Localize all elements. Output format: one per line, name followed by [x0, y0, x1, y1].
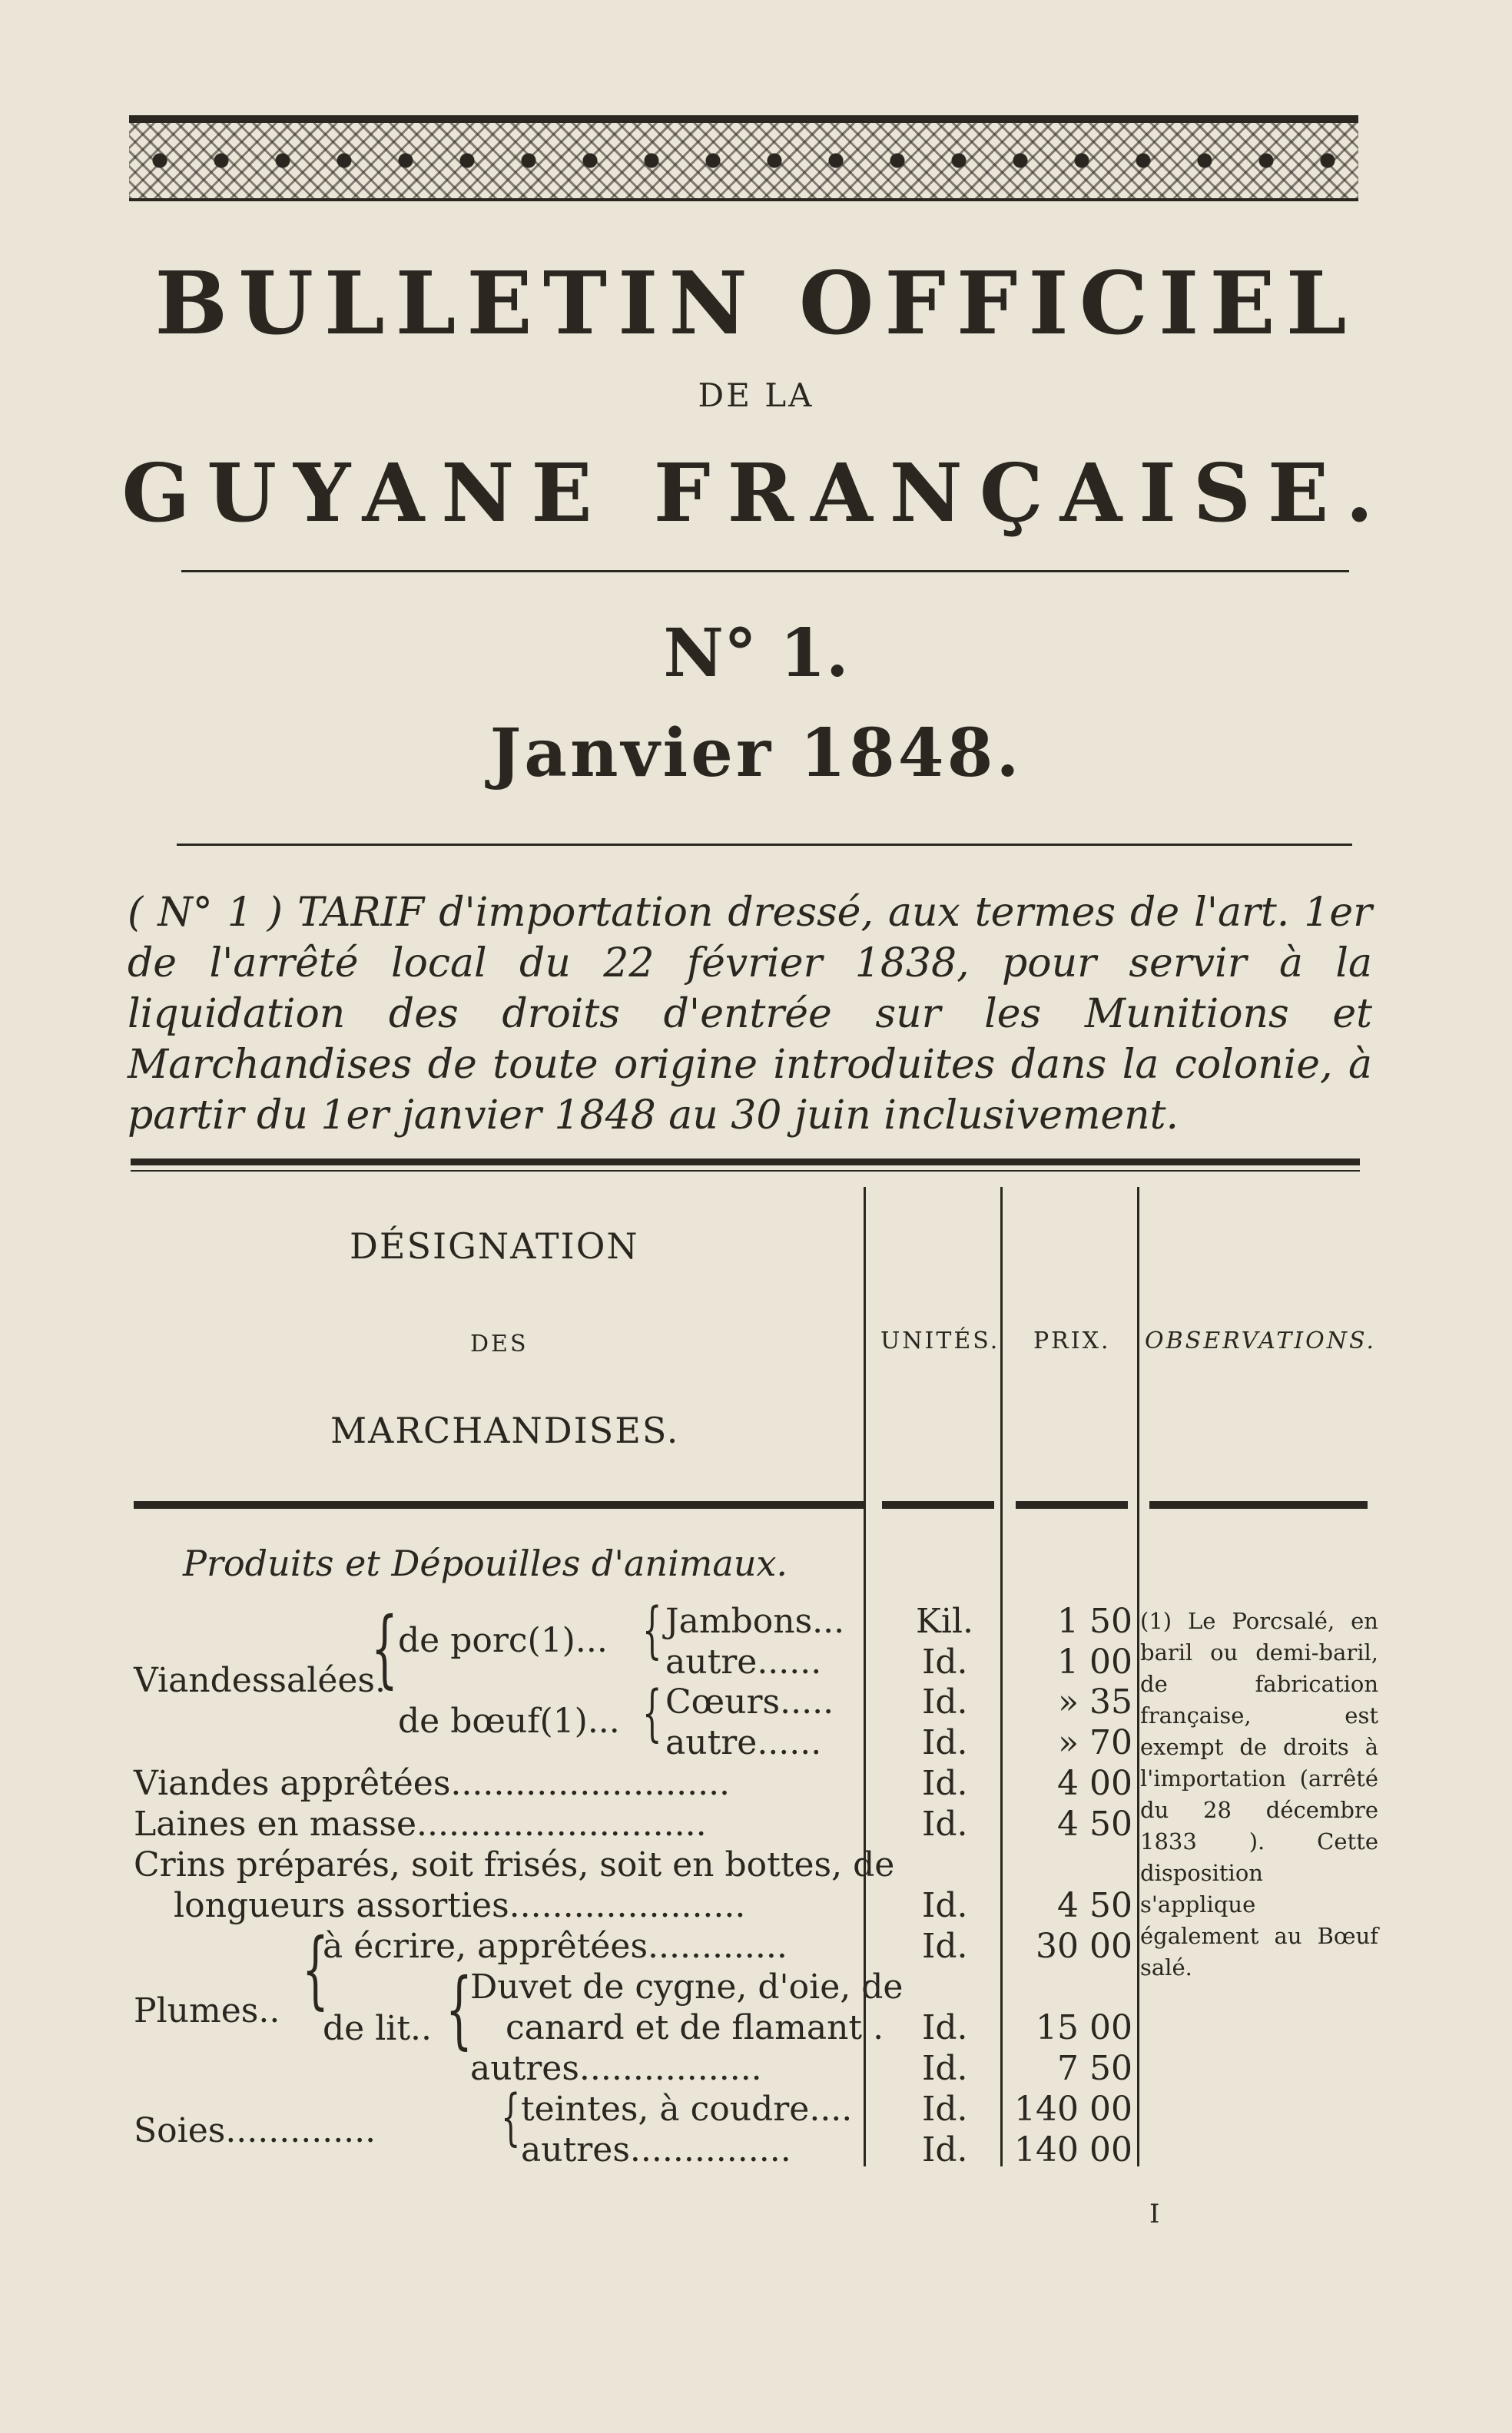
intro-paragraph: ( N° 1 ) TARIF d'importation dressé, aux termes de l'art. 1er de l'arrêté local du 22 février 1838, pour servir à la liquidation des droits d'entrée sur les Munitions et Marchandises de toute origine introduites dans la colonie, à partir du 1er janvier 1848 au 30 juin inclusivement. — [128, 890, 1372, 1139]
row-label: Duvet de cygne, d'oie, de — [470, 1967, 904, 2007]
header-designation: DÉSIGNATION — [350, 1225, 639, 1267]
title-bulletin: BULLETIN OFFICIEL — [154, 254, 1358, 354]
title-guyane: GUYANE FRANÇAISE. — [121, 446, 1391, 540]
unit-cell: Id. — [922, 2090, 968, 2129]
rule-thick — [131, 1158, 1360, 1165]
header-rule — [882, 1501, 994, 1509]
row-label: Crins préparés, soit frisés, soit en bottes, de — [134, 1845, 895, 1884]
unit-cell: Id. — [922, 1805, 968, 1844]
label-de-boeuf: de bœuf(1)... — [398, 1702, 620, 1741]
price-cell: » 70 — [1058, 1723, 1132, 1762]
header-rule — [1016, 1501, 1128, 1509]
brace: { — [371, 1599, 398, 1697]
column-line — [1000, 1187, 1003, 2166]
header-units: UNITÉS. — [880, 1328, 1000, 1354]
brace: { — [642, 1594, 662, 1666]
unit-cell: Id. — [922, 2130, 968, 2169]
unit-cell: Kil. — [916, 1602, 974, 1641]
rule-divider — [181, 570, 1349, 572]
unit-cell: Id. — [922, 1642, 968, 1682]
header-marchandises: MARCHANDISES. — [330, 1410, 680, 1451]
section-title: Produits et Dépouilles d'animaux. — [183, 1543, 788, 1584]
row-label: autres................. — [470, 2049, 762, 2088]
price-cell: 15 00 — [1036, 2008, 1132, 2047]
price-cell: 4 50 — [1057, 1886, 1132, 1925]
unit-cell: Id. — [922, 1682, 968, 1722]
unit-cell: Id. — [922, 1764, 968, 1803]
header-rule — [134, 1501, 864, 1509]
brace: { — [642, 1677, 662, 1749]
row-label: longueurs assorties...................... — [174, 1886, 746, 1925]
column-line — [1137, 1187, 1139, 2166]
rule-divider — [177, 844, 1352, 846]
label-de-porc: de porc(1)... — [398, 1621, 608, 1660]
row-label: Cœurs..... — [665, 1682, 834, 1722]
unit-cell: Id. — [922, 1886, 968, 1925]
rule-thin — [131, 1170, 1360, 1172]
observation-note: (1) Le Porcsalé, en baril ou demi-baril, de fabrication française, est exempt de droits à l'importation (arrêté du 28 décembre 1833 ). Cette disposition s'applique également au Bœuf salé. — [1140, 1608, 1378, 1981]
row-label: autre...... — [665, 1723, 822, 1762]
unit-cell: Id. — [922, 1927, 968, 1966]
row-label: autre...... — [665, 1642, 822, 1682]
row-label: canard et de flamant . — [506, 2008, 884, 2047]
price-cell: 7 50 — [1057, 2049, 1132, 2088]
brace: { — [501, 2081, 521, 2153]
brace: { — [446, 1960, 472, 2058]
header-des: DES — [470, 1331, 529, 1357]
ornamental-banner — [129, 115, 1358, 201]
unit-cell: Id. — [922, 2049, 968, 2088]
row-label: Viandes apprêtées.......................... — [134, 1764, 731, 1803]
label-soies: Soies.............. — [134, 2111, 376, 2150]
unit-cell: Id. — [922, 1723, 968, 1762]
page-number: I — [1149, 2199, 1160, 2229]
header-rule — [1149, 1501, 1368, 1509]
header-observations: OBSERVATIONS. — [1145, 1328, 1376, 1354]
price-cell: 140 00 — [1014, 2130, 1132, 2169]
price-cell: 1 00 — [1057, 1642, 1132, 1682]
issue-date: Janvier 1848. — [489, 714, 1023, 792]
title-de-la: DE LA — [698, 376, 814, 414]
issue-number: N° 1. — [663, 615, 849, 692]
label-viandes-salees: Viandessalées. — [134, 1661, 386, 1700]
price-cell: 4 00 — [1057, 1764, 1132, 1803]
label-de-lit: de lit.. — [323, 2009, 432, 2048]
price-cell: 1 50 — [1057, 1602, 1132, 1641]
price-cell: 140 00 — [1014, 2090, 1132, 2129]
header-price: PRIX. — [1033, 1328, 1111, 1354]
row-label: teintes, à coudre.... — [521, 2090, 853, 2129]
row-label: Laines en masse........................... — [134, 1805, 707, 1844]
brace: { — [302, 1920, 329, 2018]
label-plumes: Plumes.. — [134, 1991, 280, 2030]
row-label: autres............... — [521, 2130, 791, 2169]
price-cell: » 35 — [1058, 1682, 1132, 1722]
price-cell: 30 00 — [1036, 1927, 1132, 1966]
price-cell: 4 50 — [1057, 1805, 1132, 1844]
row-label: Jambons... — [665, 1602, 845, 1641]
row-label: à écrire, apprêtées............. — [323, 1927, 788, 1966]
unit-cell: Id. — [922, 2008, 968, 2047]
